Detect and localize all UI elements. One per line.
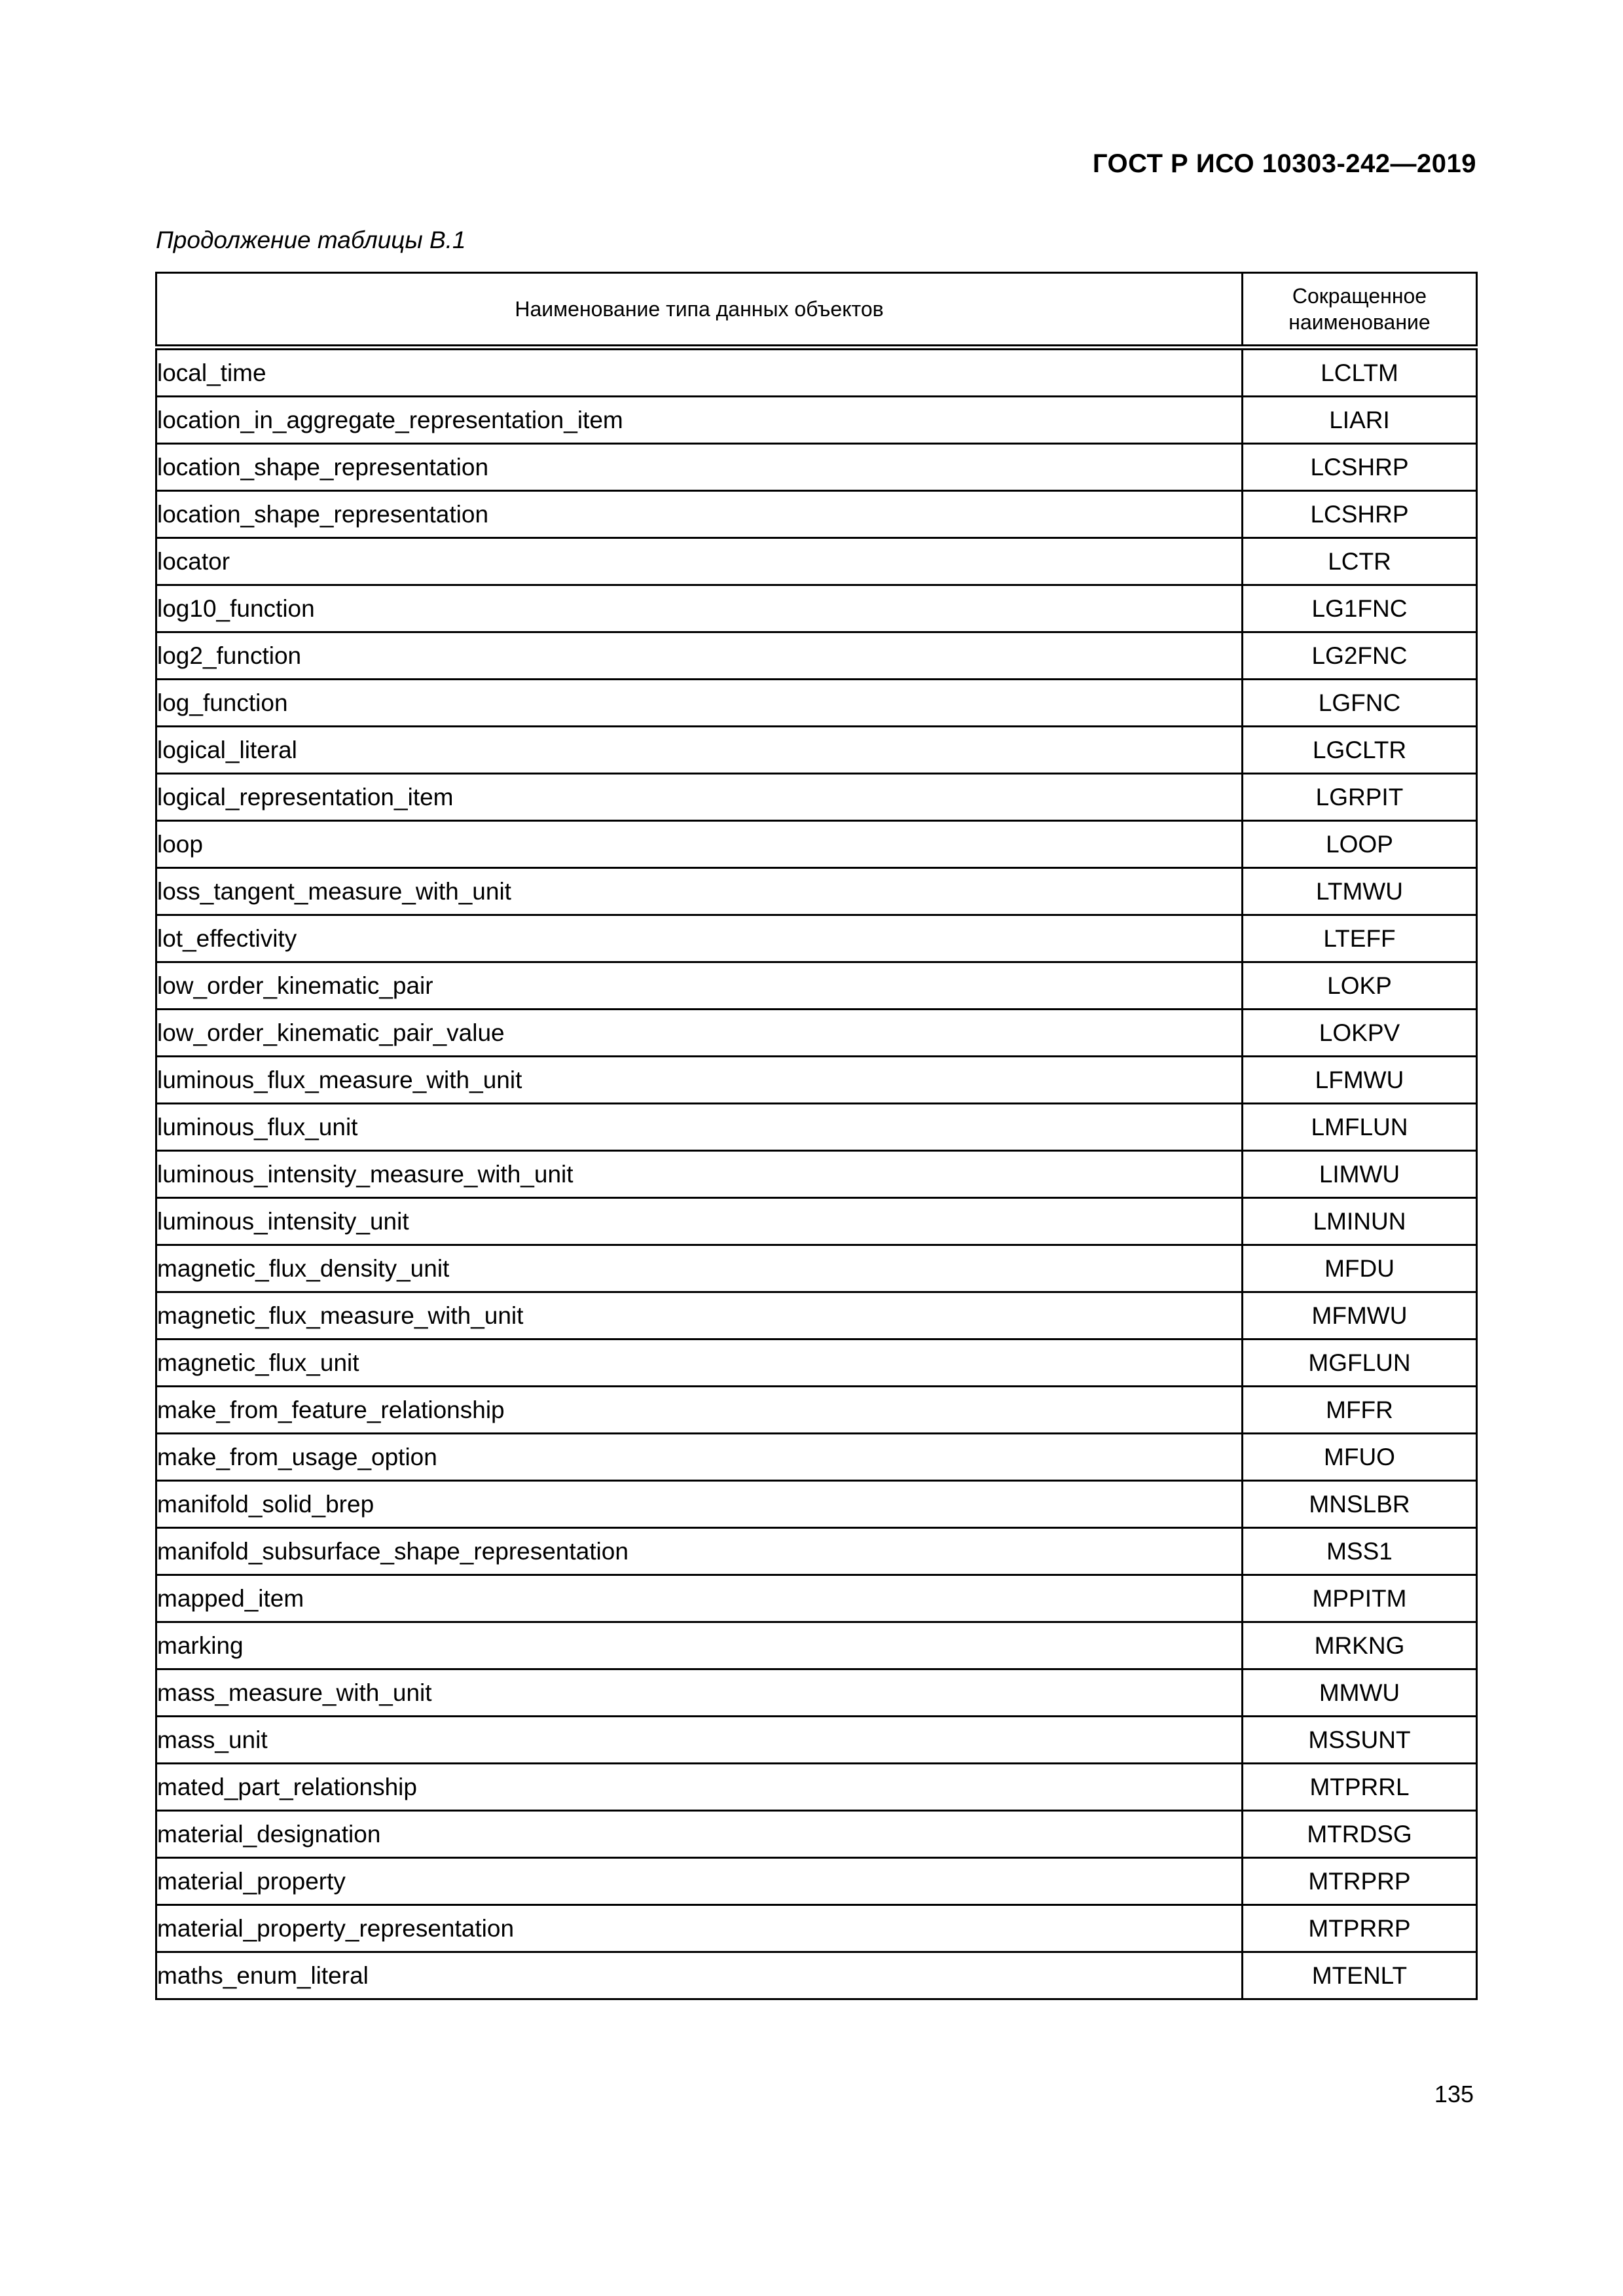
- table-row: [156, 1717, 1477, 1764]
- short-name-cell: LOKP: [1243, 962, 1477, 1010]
- entity-name-cell: log10_function: [156, 585, 1243, 632]
- entity-name-cell: locator: [156, 538, 1243, 585]
- entity-name-cell: location_in_aggregate_representation_item: [156, 397, 1243, 444]
- short-name-cell: MTENLT: [1243, 1952, 1477, 1999]
- entity-name-cell: mass_measure_with_unit: [156, 1669, 1243, 1717]
- table-row: [156, 1622, 1477, 1669]
- table-row: [156, 1387, 1477, 1434]
- short-name-cell: LCSHRP: [1243, 491, 1477, 538]
- short-name-cell: LTMWU: [1243, 868, 1477, 915]
- short-name-cell: LMINUN: [1243, 1198, 1477, 1245]
- data-types-table: [155, 272, 1478, 2000]
- table-row: [156, 632, 1477, 680]
- entity-name-cell: make_from_feature_relationship: [156, 1387, 1243, 1434]
- short-name-cell: MTRPRP: [1243, 1858, 1477, 1905]
- table-row: [156, 821, 1477, 868]
- entity-name-cell: magnetic_flux_density_unit: [156, 1245, 1243, 1292]
- entity-name-cell: maths_enum_literal: [156, 1952, 1243, 1999]
- entity-name-cell: manifold_subsurface_shape_representation: [156, 1528, 1243, 1575]
- table-header-row: [156, 273, 1477, 348]
- table-row: [156, 727, 1477, 774]
- entity-name-cell: logical_literal: [156, 727, 1243, 774]
- table-row: [156, 1575, 1477, 1622]
- short-name-cell: LCTR: [1243, 538, 1477, 585]
- table-row: [156, 1434, 1477, 1481]
- document-code: ГОСТ Р ИСО 10303-242—2019: [1092, 149, 1476, 178]
- table-row: [156, 868, 1477, 915]
- entity-name-cell: luminous_flux_measure_with_unit: [156, 1057, 1243, 1104]
- table-row: [156, 1104, 1477, 1151]
- short-name-cell: MTPRRP: [1243, 1905, 1477, 1952]
- short-name-cell: LTEFF: [1243, 915, 1477, 962]
- table-row: [156, 1669, 1477, 1717]
- entity-name-cell: logical_representation_item: [156, 774, 1243, 821]
- table-row: [156, 680, 1477, 727]
- table-row: [156, 1905, 1477, 1952]
- table-row: [156, 962, 1477, 1010]
- short-name-cell: MFFR: [1243, 1387, 1477, 1434]
- table-row: [156, 1858, 1477, 1905]
- table-row: [156, 491, 1477, 538]
- short-name-cell: MGFLUN: [1243, 1339, 1477, 1387]
- table-row: [156, 397, 1477, 444]
- entity-name-cell: low_order_kinematic_pair: [156, 962, 1243, 1010]
- table-row: [156, 1764, 1477, 1811]
- short-name-cell: MFUO: [1243, 1434, 1477, 1481]
- page-number: 135: [1434, 2081, 1474, 2107]
- short-name-cell: LFMWU: [1243, 1057, 1477, 1104]
- short-name-cell: LG2FNC: [1243, 632, 1477, 680]
- short-name-cell: MPPITM: [1243, 1575, 1477, 1622]
- short-name-cell: MFMWU: [1243, 1292, 1477, 1339]
- table-row: [156, 1339, 1477, 1387]
- entity-name-cell: magnetic_flux_unit: [156, 1339, 1243, 1387]
- table-row: [156, 915, 1477, 962]
- table-row: [156, 585, 1477, 632]
- table-row: [156, 1481, 1477, 1528]
- table-row: [156, 1528, 1477, 1575]
- entity-name-cell: location_shape_representation: [156, 444, 1243, 491]
- table-row: [156, 348, 1477, 397]
- entity-name-cell: magnetic_flux_measure_with_unit: [156, 1292, 1243, 1339]
- entity-name-cell: log2_function: [156, 632, 1243, 680]
- short-name-cell: LGRPIT: [1243, 774, 1477, 821]
- short-name-cell: LMFLUN: [1243, 1104, 1477, 1151]
- short-name-cell: MSS1: [1243, 1528, 1477, 1575]
- short-name-cell: LOKPV: [1243, 1010, 1477, 1057]
- table-row: [156, 538, 1477, 585]
- short-name-cell: MNSLBR: [1243, 1481, 1477, 1528]
- entity-name-cell: local_time: [156, 348, 1243, 397]
- table-body: [156, 348, 1477, 1999]
- short-name-cell: LIMWU: [1243, 1151, 1477, 1198]
- table-row: [156, 1198, 1477, 1245]
- entity-name-cell: luminous_flux_unit: [156, 1104, 1243, 1151]
- table-row: [156, 1292, 1477, 1339]
- short-name-cell: MTPRRL: [1243, 1764, 1477, 1811]
- entity-name-cell: mass_unit: [156, 1717, 1243, 1764]
- entity-name-cell: luminous_intensity_unit: [156, 1198, 1243, 1245]
- entity-name-cell: make_from_usage_option: [156, 1434, 1243, 1481]
- column-header-abbr: Сокращенное наименование: [1243, 273, 1477, 348]
- table-row: [156, 1245, 1477, 1292]
- entity-name-cell: material_property_representation: [156, 1905, 1243, 1952]
- short-name-cell: LCSHRP: [1243, 444, 1477, 491]
- column-header-name: Наименование типа данных объектов: [156, 273, 1243, 348]
- entity-name-cell: low_order_kinematic_pair_value: [156, 1010, 1243, 1057]
- entity-name-cell: location_shape_representation: [156, 491, 1243, 538]
- entity-name-cell: mapped_item: [156, 1575, 1243, 1622]
- entity-name-cell: luminous_intensity_measure_with_unit: [156, 1151, 1243, 1198]
- entity-name-cell: log_function: [156, 680, 1243, 727]
- entity-name-cell: material_property: [156, 1858, 1243, 1905]
- short-name-cell: MRKNG: [1243, 1622, 1477, 1669]
- table-row: [156, 774, 1477, 821]
- short-name-cell: LG1FNC: [1243, 585, 1477, 632]
- table-row: [156, 444, 1477, 491]
- short-name-cell: LOOP: [1243, 821, 1477, 868]
- entity-name-cell: material_designation: [156, 1811, 1243, 1858]
- short-name-cell: MTRDSG: [1243, 1811, 1477, 1858]
- table-row: [156, 1010, 1477, 1057]
- short-name-cell: MMWU: [1243, 1669, 1477, 1717]
- short-name-cell: LGFNC: [1243, 680, 1477, 727]
- entity-name-cell: loss_tangent_measure_with_unit: [156, 868, 1243, 915]
- table-row: [156, 1952, 1477, 1999]
- entity-name-cell: lot_effectivity: [156, 915, 1243, 962]
- short-name-cell: MFDU: [1243, 1245, 1477, 1292]
- entity-name-cell: manifold_solid_brep: [156, 1481, 1243, 1528]
- table-row: [156, 1057, 1477, 1104]
- entity-name-cell: loop: [156, 821, 1243, 868]
- short-name-cell: LGCLTR: [1243, 727, 1477, 774]
- short-name-cell: MSSUNT: [1243, 1717, 1477, 1764]
- table-row: [156, 1151, 1477, 1198]
- short-name-cell: LCLTM: [1243, 348, 1477, 397]
- entity-name-cell: marking: [156, 1622, 1243, 1669]
- table-row: [156, 1811, 1477, 1858]
- table-caption: Продолжение таблицы В.1: [156, 227, 466, 253]
- entity-name-cell: mated_part_relationship: [156, 1764, 1243, 1811]
- short-name-cell: LIARI: [1243, 397, 1477, 444]
